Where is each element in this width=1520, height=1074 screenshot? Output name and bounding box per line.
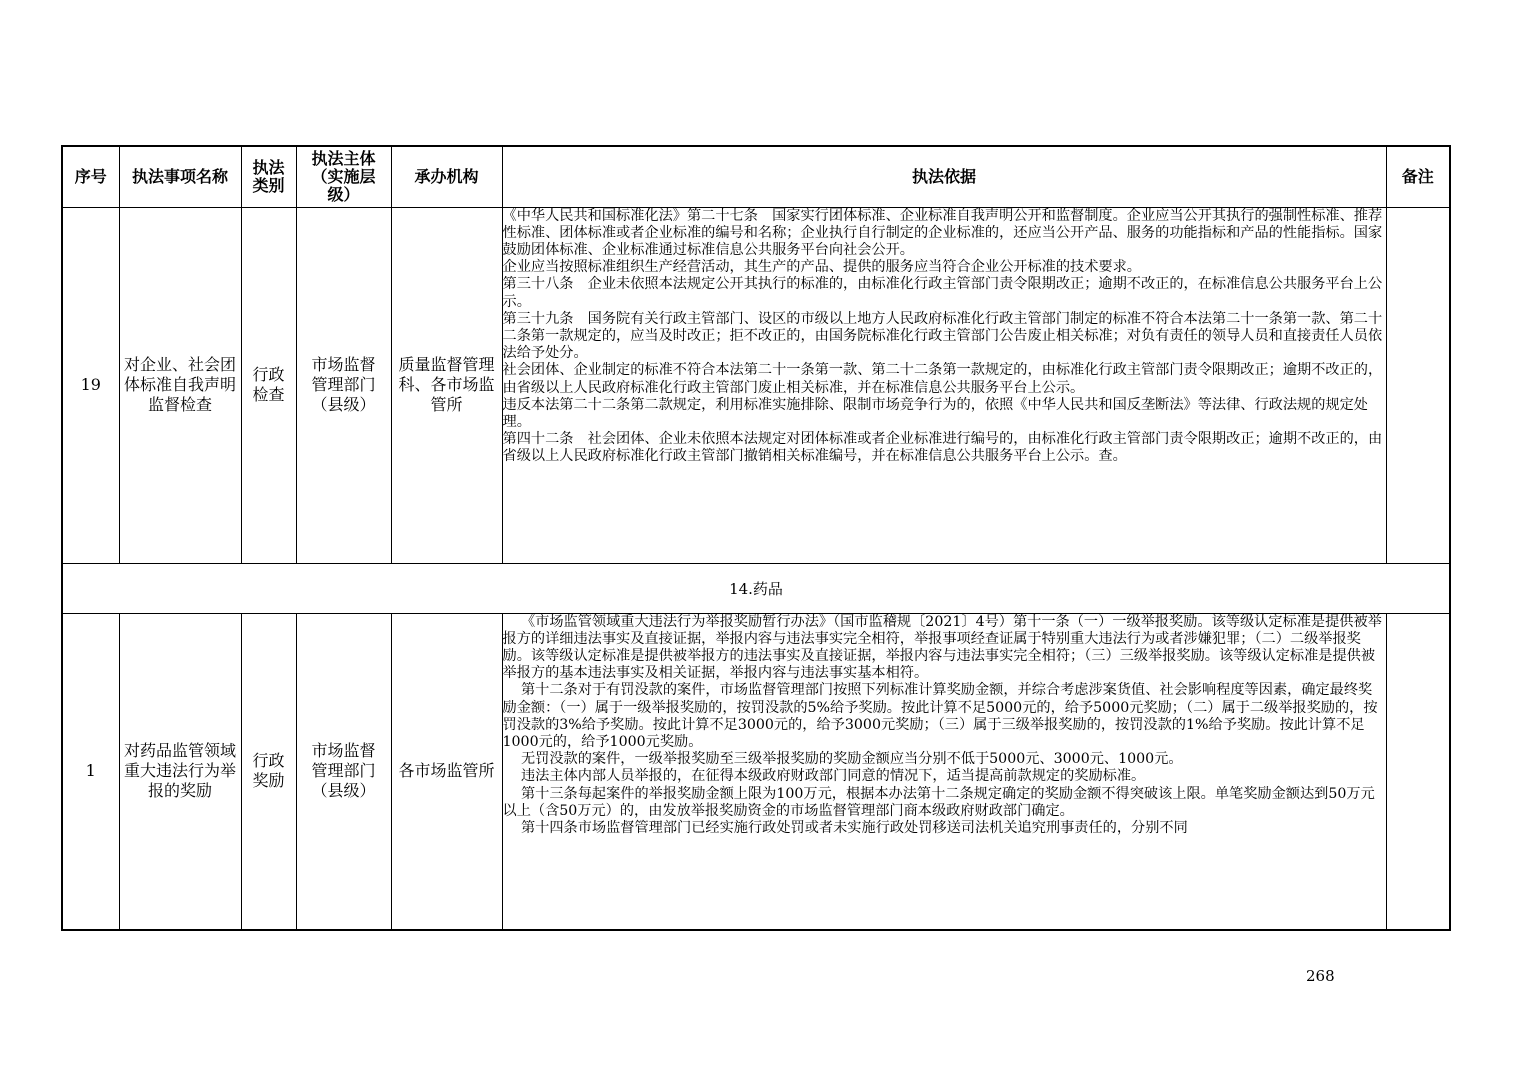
row-item-name: 对企业、社会团体标准自我声明监督检查 (119, 207, 241, 563)
basis-paragraph: 无罚没款的案件，一级举报奖励至三级举报奖励的奖励金额应当分别不低于5000元、3000元、1000元。 (520, 751, 1183, 768)
header-remark: 备注 (1386, 146, 1450, 207)
basis-paragraph: 第四十二条 社会团体、企业未依照本法规定对团体标准或者企业标准进行编号的，由标准化行政主管部门责令限期改正；逾期不改正的，由省级以上人民政府标准化行政主管部门撤销相关标准编号，并在标准信息公共服务平台上公示。查。 (502, 431, 1383, 465)
row-seq: 1 (62, 613, 119, 930)
row-category: 行政奖励 (241, 613, 296, 930)
header-agency: 承办机构 (391, 146, 502, 207)
row-subject: 市场监督管理部门（县级） (296, 613, 391, 930)
row-basis (502, 613, 1386, 930)
enforcement-table (61, 145, 1451, 931)
header-category: 执法类别 (241, 146, 296, 207)
section-title: 14.药品 (62, 563, 1450, 613)
basis-paragraph: 第三十八条 企业未依照本法规定公开其执行的标准的，由标准化行政主管部门责令限期改正；逾期不改正的，在标准信息公共服务平台上公示。 (502, 276, 1383, 310)
page-number: 268 (1306, 967, 1335, 985)
basis-paragraph: 《市场监管领域重大违法行为举报奖励暂行办法》（国市监稽规〔2021〕4号）第十一条（一）一级举报奖励。该等级认定标准是提供被举报方的详细违法事实及直接证据，举报内容与违法事实完全相符，举报事项经查证属于特别重大违法行为或者涉嫌犯罪；（二）二级举报奖励。该等级认定标准是提供被举报方的违法事实及直接证据，举报内容与违法事实完全相符；（三）三级举报奖励。该等级认定标准是提供被举报方的基本违法事实及相关证据，举报内容与违法事实基本相符。 (502, 613, 1382, 682)
basis-paragraph: 第十三条每起案件的举报奖励金额上限为100万元，根据本办法第十二条规定确定的奖励金额不得突破该上限。单笔奖励金额达到50万元以上（含50万元）的，由发放举报奖励资金的市场监督管理部门商本级政府财政部门确定。 (502, 785, 1375, 819)
header-subject: 执法主体（实施层级） (296, 146, 391, 207)
basis-paragraph: 第十四条市场监督管理部门已经实施行政处罚或者未实施行政处罚移送司法机关追究刑事责任的，分别不同 (520, 819, 1188, 836)
basis-paragraph: 违反本法第二十二条第二款规定，利用标准实施排除、限制市场竞争行为的，依照《中华人民共和国反垄断法》等法律、行政法规的规定处理。 (502, 396, 1368, 430)
header-row (62, 146, 1450, 207)
row-agency: 质量监督管理科、各市场监管所 (391, 207, 502, 563)
row-subject: 市场监督管理部门（县级） (296, 207, 391, 563)
table-row (62, 207, 1450, 563)
basis-paragraph: 《中华人民共和国标准化法》第二十七条 国家实行团体标准、企业标准自我声明公开和监督制度。企业应当公开其执行的强制性标准、推荐性标准、团体标准或者企业标准的编号和名称；企业执行自行制定的企业标准的，还应当公开产品、服务的功能指标和产品的性能指标。国家鼓励团体标准、企业标准通过标准信息公共服务平台向社会公开。 (502, 207, 1383, 258)
table-row (62, 613, 1450, 930)
basis-paragraph: 第三十九条 国务院有关行政主管部门、设区的市级以上地方人民政府标准化行政主管部门制定的标准不符合本法第二十一条第一款、第二十二条第一款规定的，应当及时改正；拒不改正的，由国务院标准化行政主管部门公告废止相关标准；对负有责任的领导人员和直接责任人员依法给予处分。 (502, 310, 1383, 362)
row-item-name: 对药品监管领域重大违法行为举报的奖励 (119, 613, 241, 930)
header-basis: 执法依据 (502, 146, 1386, 207)
header-item-name: 执法事项名称 (119, 146, 241, 207)
section-row (62, 563, 1450, 613)
row-seq: 19 (62, 207, 119, 563)
basis-paragraph: 违法主体内部人员举报的，在征得本级政府财政部门同意的情况下，适当提高前款规定的奖励标准。 (520, 768, 1146, 785)
basis-paragraph: 社会团体、企业制定的标准不符合本法第二十一条第一款、第二十二条第一款规定的，由标准化行政主管部门责令限期改正；逾期不改正的，由省级以上人民政府标准化行政主管部门废止相关标准，并在标准信息公共服务平台上公示。 (502, 362, 1383, 396)
row-remark (1386, 207, 1450, 563)
row-basis (502, 207, 1386, 563)
row-category: 行政检查 (241, 207, 296, 563)
header-seq: 序号 (62, 146, 119, 207)
row-agency: 各市场监管所 (391, 613, 502, 930)
basis-paragraph: 企业应当按照标准组织生产经营活动，其生产的产品、提供的服务应当符合企业公开标准的技术要求。 (502, 259, 1141, 276)
row-remark (1386, 613, 1450, 930)
basis-paragraph: 第十二条对于有罚没款的案件，市场监督管理部门按照下列标准计算奖励金额，并综合考虑涉案货值、社会影响程度等因素，确定最终奖励金额：（一）属于一级举报奖励的，按罚没款的5%给予奖励。按此计算不足5000元的，给予5000元奖励；（二）属于二级举报奖励的，按罚没款的3%给予奖励。按此计算不足3000元的，给予3000元奖励；（三）属于三级举报奖励的，按罚没款的1%给予奖励。按此计算不足1000元的，给予1000元奖励。 (502, 682, 1378, 750)
